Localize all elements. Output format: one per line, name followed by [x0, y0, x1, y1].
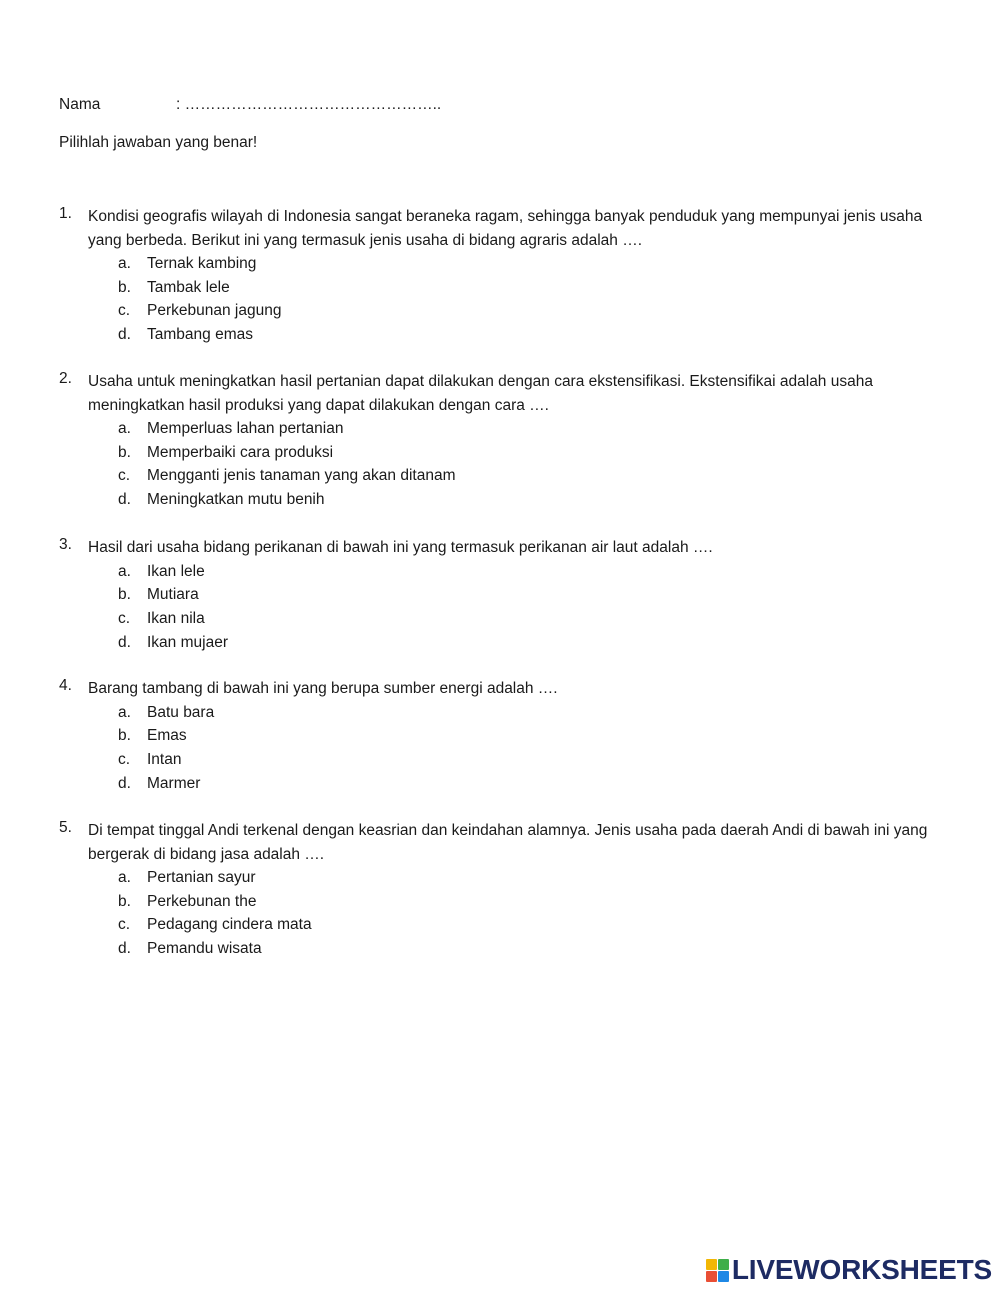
option-a	[59, 866, 939, 890]
question-text: Hasil dari usaha bidang perikanan di bawah ini yang termasuk perikanan air laut adalah ….	[88, 539, 713, 556]
name-label: Nama	[59, 96, 101, 113]
option-list	[59, 417, 939, 512]
option-letter: a.	[118, 869, 131, 886]
question-number: 5.	[59, 819, 72, 836]
option-text: Ikan lele	[147, 562, 205, 580]
option-letter: d.	[118, 491, 131, 509]
question-number: 4.	[59, 677, 72, 694]
question-number: 3.	[59, 536, 72, 553]
question-text: Kondisi geografis wilayah di Indonesia sangat beraneka ragam, sehingga banyak penduduk yang mempunyai jenis usaha yang berbeda. Berikut ini yang termasuk jenis usaha di bidang agraris adalah ….	[88, 208, 923, 249]
option-letter: b.	[118, 278, 131, 296]
option-letter: d.	[118, 326, 131, 344]
option-text: Tambak lele	[147, 278, 230, 296]
option-list	[59, 252, 939, 347]
question-5	[59, 819, 939, 961]
option-letter: a.	[118, 703, 131, 721]
option-letter: c.	[118, 302, 131, 320]
option-text: Ikan nila	[147, 609, 205, 627]
option-letter: b.	[118, 727, 131, 745]
question-text: Barang tambang di bawah ini yang berupa sumber energi adalah ….	[88, 680, 558, 697]
option-text: Tambang emas	[147, 326, 253, 344]
instruction-text: Pilihlah jawaban yang benar!	[59, 134, 258, 151]
option-text: Meningkatkan mutu benih	[147, 491, 325, 509]
option-c	[59, 299, 939, 323]
question-text: Di tempat tinggal Andi terkenal dengan keasrian dan keindahan alamnya. Jenis usaha pada daerah Andi di bawah ini yang bergerak di bidang jasa adalah ….	[88, 822, 928, 863]
option-b	[59, 583, 939, 607]
option-d	[59, 937, 939, 961]
option-text: Perkebunan the	[147, 892, 257, 910]
question-2	[59, 370, 939, 512]
option-d	[59, 323, 939, 347]
option-letter: a.	[118, 420, 131, 437]
option-list	[59, 560, 939, 655]
option-text: Perkebunan jagung	[147, 302, 282, 320]
option-a	[59, 417, 939, 441]
logo-block-i	[718, 1259, 729, 1270]
option-text: Memperluas lahan pertanian	[147, 420, 344, 437]
option-b	[59, 441, 939, 465]
option-c	[59, 748, 939, 772]
watermark-text: LIVEWORKSHEETS	[731, 1254, 992, 1285]
option-a	[59, 252, 939, 276]
logo-block-v	[706, 1271, 717, 1282]
option-c	[59, 913, 939, 937]
option-text: Memperbaiki cara produksi	[147, 443, 334, 461]
option-letter: d.	[118, 633, 131, 651]
option-text: Mutiara	[147, 586, 199, 604]
question-3	[59, 536, 939, 654]
option-letter: d.	[118, 940, 131, 958]
option-list	[59, 866, 939, 961]
option-letter: c.	[118, 916, 131, 934]
question-text: Usaha untuk meningkatkan hasil pertanian dapat dilakukan dengan cara ekstensifikasi. Ekstensifikai adalah usaha meningkatkan hasil produksi yang dapat dilakukan dengan cara ….	[88, 373, 873, 414]
option-letter: c.	[118, 609, 131, 627]
option-letter: c.	[118, 467, 131, 485]
option-d	[59, 488, 939, 512]
option-text: Marmer	[147, 774, 201, 792]
name-row	[59, 96, 442, 114]
name-blank: : …………………………………………..	[176, 96, 442, 113]
option-letter: d.	[118, 774, 131, 792]
option-d	[59, 772, 939, 796]
option-a	[59, 560, 939, 584]
option-a	[59, 701, 939, 725]
question-number: 2.	[59, 370, 72, 387]
option-b	[59, 276, 939, 300]
option-text: Ikan mujaer	[147, 633, 228, 651]
option-list	[59, 701, 939, 796]
option-text: Pemandu wisata	[147, 940, 262, 958]
option-text: Batu bara	[147, 703, 215, 721]
option-text: Ternak kambing	[147, 255, 257, 272]
option-c	[59, 607, 939, 631]
option-letter: c.	[118, 750, 131, 768]
option-b	[59, 890, 939, 914]
option-text: Pedagang cindera mata	[147, 916, 312, 934]
liveworksheets-logo-icon	[706, 1259, 729, 1282]
liveworksheets-watermark	[706, 1255, 992, 1285]
question-1	[59, 205, 939, 347]
option-letter: b.	[118, 586, 131, 604]
logo-block-l	[706, 1259, 717, 1270]
option-letter: a.	[118, 562, 131, 580]
option-text: Pertanian sayur	[147, 869, 256, 886]
option-text: Mengganti jenis tanaman yang akan ditanam	[147, 467, 456, 485]
logo-block-e	[718, 1271, 729, 1282]
question-number: 1.	[59, 205, 72, 222]
option-letter: b.	[118, 443, 131, 461]
option-text: Intan	[147, 750, 182, 768]
question-4	[59, 677, 939, 795]
option-b	[59, 724, 939, 748]
option-d	[59, 631, 939, 655]
option-c	[59, 464, 939, 488]
option-letter: a.	[118, 255, 131, 272]
option-text: Emas	[147, 727, 187, 745]
option-letter: b.	[118, 892, 131, 910]
